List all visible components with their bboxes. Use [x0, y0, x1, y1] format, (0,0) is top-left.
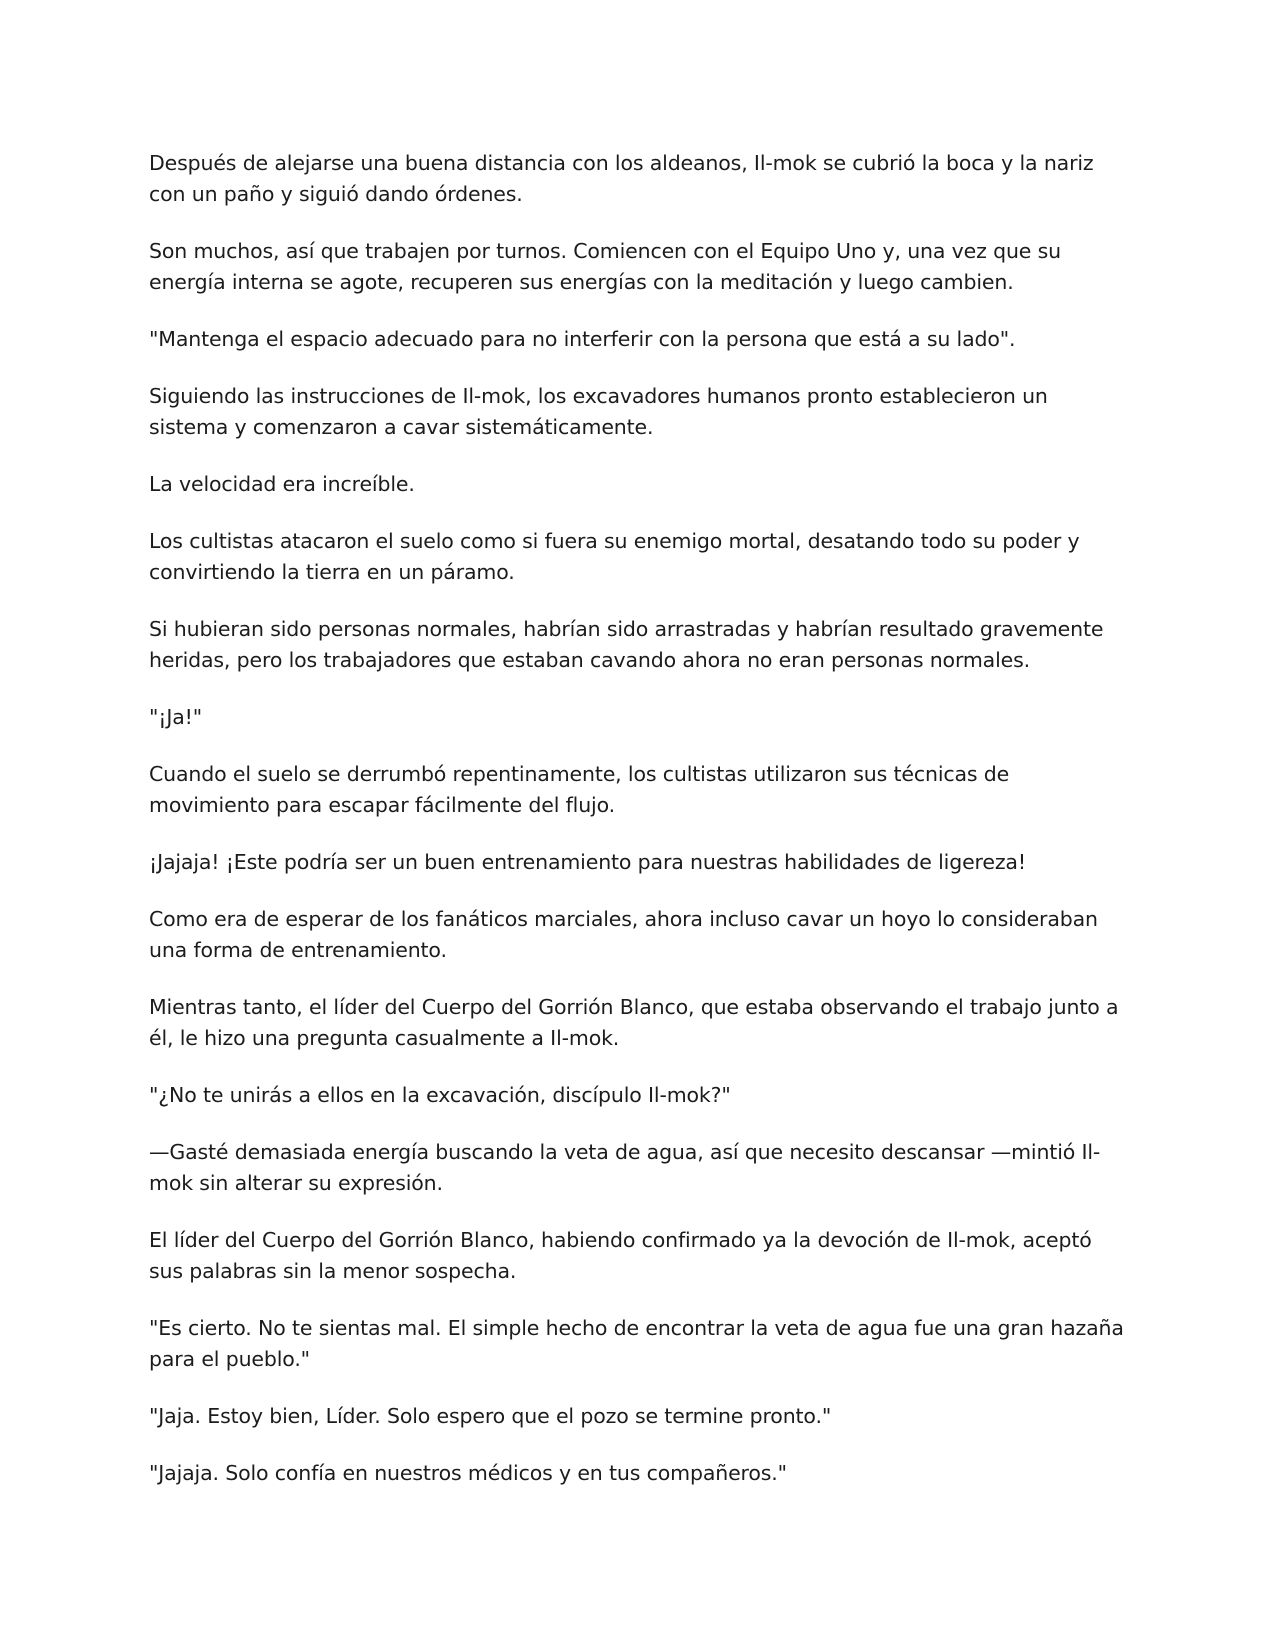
- paragraph: [149, 904, 1129, 966]
- paragraph: [149, 614, 1129, 676]
- text-line: Son muchos, así que trabajen por turnos. Comiencen con el Equipo Uno y, una vez que su: [149, 239, 1062, 263]
- text-line: Mientras tanto, el líder del Cuerpo del Gorrión Blanco, que estaba observando el trabajo junto a: [149, 995, 1119, 1019]
- paragraph: [149, 1313, 1129, 1375]
- text-line: heridas, pero los trabajadores que estaban cavando ahora no eran personas normales.: [149, 648, 1031, 672]
- text-line: —Gasté demasiada energía buscando la veta de agua, así que necesito descansar —mintió Il-: [149, 1140, 1101, 1164]
- paragraph: [149, 702, 1129, 733]
- text-line: El líder del Cuerpo del Gorrión Blanco, habiendo confirmado ya la devoción de Il-mok, aceptó: [149, 1228, 1092, 1252]
- paragraph: [149, 1137, 1129, 1199]
- text-line: movimiento para escapar fácilmente del flujo.: [149, 793, 616, 817]
- text-line: energía interna se agote, recuperen sus energías con la meditación y luego cambien.: [149, 270, 1014, 294]
- paragraph: [149, 236, 1129, 298]
- paragraph: [149, 1080, 1129, 1111]
- text-line: para el pueblo.": [149, 1347, 310, 1371]
- paragraph: [149, 759, 1129, 821]
- paragraph: [149, 148, 1129, 210]
- text-line: Siguiendo las instrucciones de Il-mok, los excavadores humanos pronto establecieron un: [149, 384, 1048, 408]
- text-line: una forma de entrenamiento.: [149, 938, 447, 962]
- text-line: Cuando el suelo se derrumbó repentinamente, los cultistas utilizaron sus técnicas de: [149, 762, 1010, 786]
- text-line: sus palabras sin la menor sospecha.: [149, 1259, 517, 1283]
- text-line: sistema y comenzaron a cavar sistemáticamente.: [149, 415, 654, 439]
- text-line: "¿No te unirás a ellos en la excavación, discípulo Il-mok?": [149, 1083, 731, 1107]
- text-line: "Es cierto. No te sientas mal. El simple hecho de encontrar la veta de agua fue una gran hazaña: [149, 1316, 1124, 1340]
- text-line: "Jajaja. Solo confía en nuestros médicos y en tus compañeros.": [149, 1461, 787, 1485]
- paragraph: [149, 526, 1129, 588]
- text-line: Después de alejarse una buena distancia con los aldeanos, Il-mok se cubrió la boca y la nariz: [149, 151, 1094, 175]
- text-line: convirtiendo la tierra en un páramo.: [149, 560, 515, 584]
- paragraph: [149, 1401, 1129, 1432]
- paragraph: [149, 381, 1129, 443]
- text-line: "Mantenga el espacio adecuado para no interferir con la persona que está a su lado".: [149, 327, 1016, 351]
- document-body: [149, 148, 1129, 1515]
- text-line: Si hubieran sido personas normales, habrían sido arrastradas y habrían resultado gravemente: [149, 617, 1104, 641]
- paragraph: [149, 847, 1129, 878]
- text-line: "¡Ja!": [149, 705, 203, 729]
- paragraph: [149, 1458, 1129, 1489]
- text-line: ¡Jajaja! ¡Este podría ser un buen entrenamiento para nuestras habilidades de ligereza!: [149, 850, 1026, 874]
- text-line: Los cultistas atacaron el suelo como si fuera su enemigo mortal, desatando todo su poder y: [149, 529, 1080, 553]
- text-line: "Jaja. Estoy bien, Líder. Solo espero que el pozo se termine pronto.": [149, 1404, 832, 1428]
- text-line: Como era de esperar de los fanáticos marciales, ahora incluso cavar un hoyo lo consideraban: [149, 907, 1098, 931]
- text-line: con un paño y siguió dando órdenes.: [149, 182, 523, 206]
- text-line: él, le hizo una pregunta casualmente a Il-mok.: [149, 1026, 620, 1050]
- paragraph: [149, 1225, 1129, 1287]
- paragraph: [149, 992, 1129, 1054]
- text-line: La velocidad era increíble.: [149, 472, 415, 496]
- paragraph: [149, 324, 1129, 355]
- paragraph: [149, 469, 1129, 500]
- text-line: mok sin alterar su expresión.: [149, 1171, 443, 1195]
